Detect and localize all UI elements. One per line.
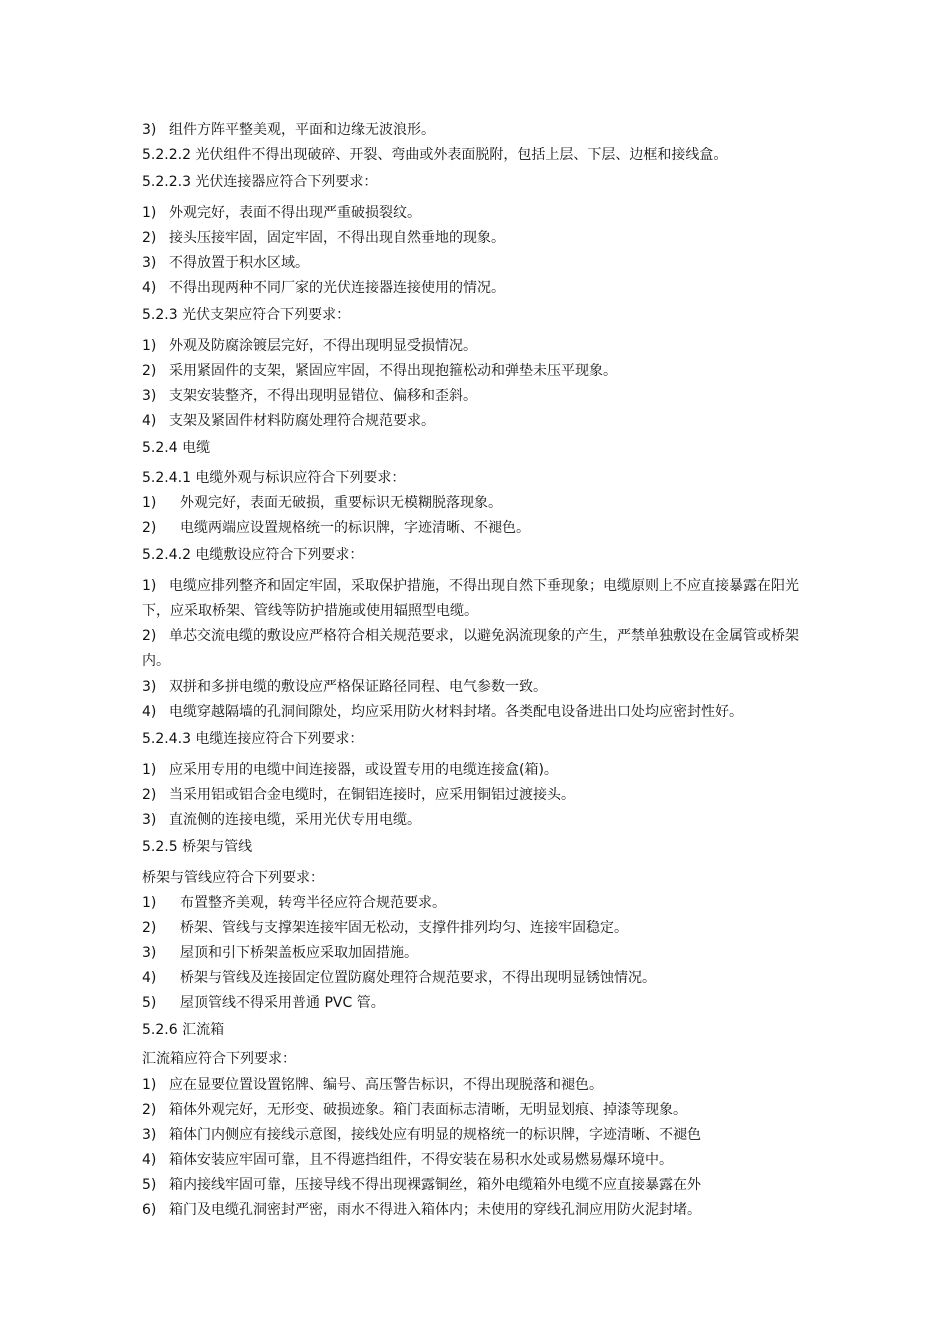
clause-heading: 5.2.2.3 光伏连接器应符合下列要求： — [142, 174, 378, 190]
list-item — [142, 361, 617, 381]
list-text: 支架安装整齐，不得出现明显错位、偏移和歪斜。 — [169, 388, 477, 404]
list-item — [142, 1150, 673, 1170]
list-text: 箱体安装应牢固可靠，且不得遮挡组件，不得安装在易积水处或易燃易爆环境中。 — [169, 1152, 673, 1168]
list-number: 1) — [142, 762, 157, 778]
list-number: 1) — [142, 205, 157, 221]
list-text: 不得出现两种不同厂家的光伏连接器连接使用的情况。 — [169, 280, 505, 296]
list-number: 5) — [142, 995, 157, 1011]
list-text: 电缆两端应设置规格统一的标识牌，字迹清晰、不褪色。 — [180, 520, 530, 536]
list-text: 支架及紧固件材料防腐处理符合规范要求。 — [169, 413, 435, 429]
list-number: 4) — [142, 413, 157, 429]
list-number: 1) — [142, 1077, 157, 1093]
list-item — [142, 760, 558, 780]
list-number: 3) — [142, 679, 157, 695]
list-item — [142, 278, 505, 298]
clause-heading: 5.2.4.2 电缆敷设应符合下列要求： — [142, 547, 364, 563]
list-item — [142, 1175, 701, 1195]
list-text: 箱内接线牢固可靠，压接导线不得出现裸露铜丝，箱外电缆箱外电缆不应直接暴露在外 — [169, 1177, 701, 1193]
list-number: 1) — [142, 895, 157, 911]
list-item — [142, 810, 421, 830]
list-item — [142, 785, 575, 805]
list-item — [142, 203, 421, 223]
list-item — [142, 120, 435, 140]
list-text: 不得放置于积水区域。 — [169, 255, 309, 271]
list-item — [142, 943, 418, 963]
list-item — [142, 228, 505, 248]
list-number: 2) — [142, 520, 157, 536]
list-item — [142, 386, 477, 406]
list-number: 3) — [142, 1127, 157, 1143]
list-text: 直流侧的连接电缆，采用光伏专用电缆。 — [169, 812, 421, 828]
list-number: 2) — [142, 1102, 157, 1118]
list-number: 3) — [142, 255, 157, 271]
list-text: 箱门及电缆孔洞密封严密，雨水不得进入箱体内；未使用的穿线孔洞应用防火泥封堵。 — [169, 1202, 701, 1218]
section-heading: 5.2.3 光伏支架应符合下列要求： — [142, 307, 351, 323]
list-text: 采用紧固件的支架，紧固应牢固，不得出现抱箍松动和弹垫未压平现象。 — [169, 363, 617, 379]
list-number: 4) — [142, 970, 157, 986]
clause-heading: 5.2.4.1 电缆外观与标识应符合下列要求： — [142, 470, 406, 486]
list-number: 5) — [142, 1177, 157, 1193]
list-text: 组件方阵平整美观，平面和边缘无波浪形。 — [169, 122, 435, 138]
list-text: 外观及防腐涂镀层完好，不得出现明显受损情况。 — [169, 338, 477, 354]
list-text: 单芯交流电缆的敷设应严格符合相关规范要求，以避免涡流现象的产生，严禁单独敷设在金属管或桥架内。 — [142, 628, 799, 669]
list-text: 桥架与管线及连接固定位置防腐处理符合规范要求，不得出现明显锈蚀情况。 — [180, 970, 656, 986]
list-number: 1) — [142, 495, 157, 511]
list-item — [142, 1125, 701, 1145]
list-number: 4) — [142, 1152, 157, 1168]
list-text: 屋顶管线不得采用普通 PVC 管。 — [180, 995, 385, 1011]
list-text: 应采用专用的电缆中间连接器，或设置专用的电缆连接盒(箱)。 — [169, 762, 558, 778]
list-number: 3) — [142, 122, 157, 138]
list-item — [142, 574, 822, 624]
clause-heading: 5.2.4.3 电缆连接应符合下列要求： — [142, 731, 364, 747]
list-text: 当采用铝或铝合金电缆时，在铜铝连接时，应采用铜铝过渡接头。 — [169, 787, 575, 803]
list-text: 桥架、管线与支撑架连接牢固无松动，支撑件排列均匀、连接牢固稳定。 — [180, 920, 628, 936]
list-number: 4) — [142, 704, 157, 720]
list-text: 箱体门内侧应有接线示意图，接线处应有明显的规格统一的标识牌，字迹清晰、不褪色 — [169, 1127, 701, 1143]
list-number: 3) — [142, 812, 157, 828]
list-text: 应在显要位置设置铭牌、编号、高压警告标识，不得出现脱落和褪色。 — [169, 1077, 603, 1093]
list-item — [142, 677, 547, 697]
list-text: 双拼和多拼电缆的敷设应严格保证路径同程、电气参数一致。 — [169, 679, 547, 695]
list-text: 电缆穿越隔墙的孔洞间隙处，均应采用防火材料封堵。各类配电设备进出口处均应密封性好。 — [169, 704, 743, 720]
section-heading: 5.2.6 汇流箱 — [142, 1022, 225, 1038]
list-item — [142, 968, 656, 988]
list-item — [142, 1100, 687, 1120]
list-text: 外观完好，表面无破损，重要标识无模糊脱落现象。 — [180, 495, 502, 511]
list-number: 2) — [142, 230, 157, 246]
list-item — [142, 518, 530, 538]
list-item — [142, 493, 502, 513]
clause-heading: 桥架与管线应符合下列要求： — [142, 870, 324, 886]
list-item — [142, 702, 743, 722]
list-text: 屋顶和引下桥架盖板应采取加固措施。 — [180, 945, 418, 961]
clause-heading: 汇流箱应符合下列要求： — [142, 1051, 296, 1067]
list-text: 布置整齐美观，转弯半径应符合规范要求。 — [180, 895, 446, 911]
list-item — [142, 411, 435, 431]
list-item — [142, 1075, 603, 1095]
list-item — [142, 893, 446, 913]
list-number: 2) — [142, 363, 157, 379]
list-item — [142, 918, 628, 938]
list-number: 2) — [142, 787, 157, 803]
list-item — [142, 993, 385, 1013]
list-text: 接头压接牢固，固定牢固，不得出现自然垂地的现象。 — [169, 230, 505, 246]
list-item — [142, 253, 309, 273]
list-text: 电缆应排列整齐和固定牢固，采取保护措施，不得出现自然下垂现象；电缆原则上不应直接暴露在阳光下，应采取桥架、管线等防护措施或使用辐照型电缆。 — [142, 578, 799, 619]
list-text: 箱体外观完好，无形变、破损迹象。箱门表面标志清晰，无明显划痕、掉漆等现象。 — [169, 1102, 687, 1118]
list-number: 2) — [142, 628, 157, 644]
list-number: 2) — [142, 920, 157, 936]
clause-text: 5.2.2.2 光伏组件不得出现破碎、开裂、弯曲或外表面脱附，包括上层、下层、边框和接线盒。 — [142, 147, 728, 163]
list-item — [142, 624, 822, 674]
section-heading: 5.2.5 桥架与管线 — [142, 839, 253, 855]
list-number: 1) — [142, 338, 157, 354]
list-text: 外观完好，表面不得出现严重破损裂纹。 — [169, 205, 421, 221]
list-number: 1) — [142, 578, 157, 594]
list-item — [142, 1200, 701, 1220]
list-number: 4) — [142, 280, 157, 296]
list-number: 3) — [142, 945, 157, 961]
list-item — [142, 336, 477, 356]
list-number: 6) — [142, 1202, 157, 1218]
list-number: 3) — [142, 388, 157, 404]
section-heading: 5.2.4 电缆 — [142, 440, 211, 456]
